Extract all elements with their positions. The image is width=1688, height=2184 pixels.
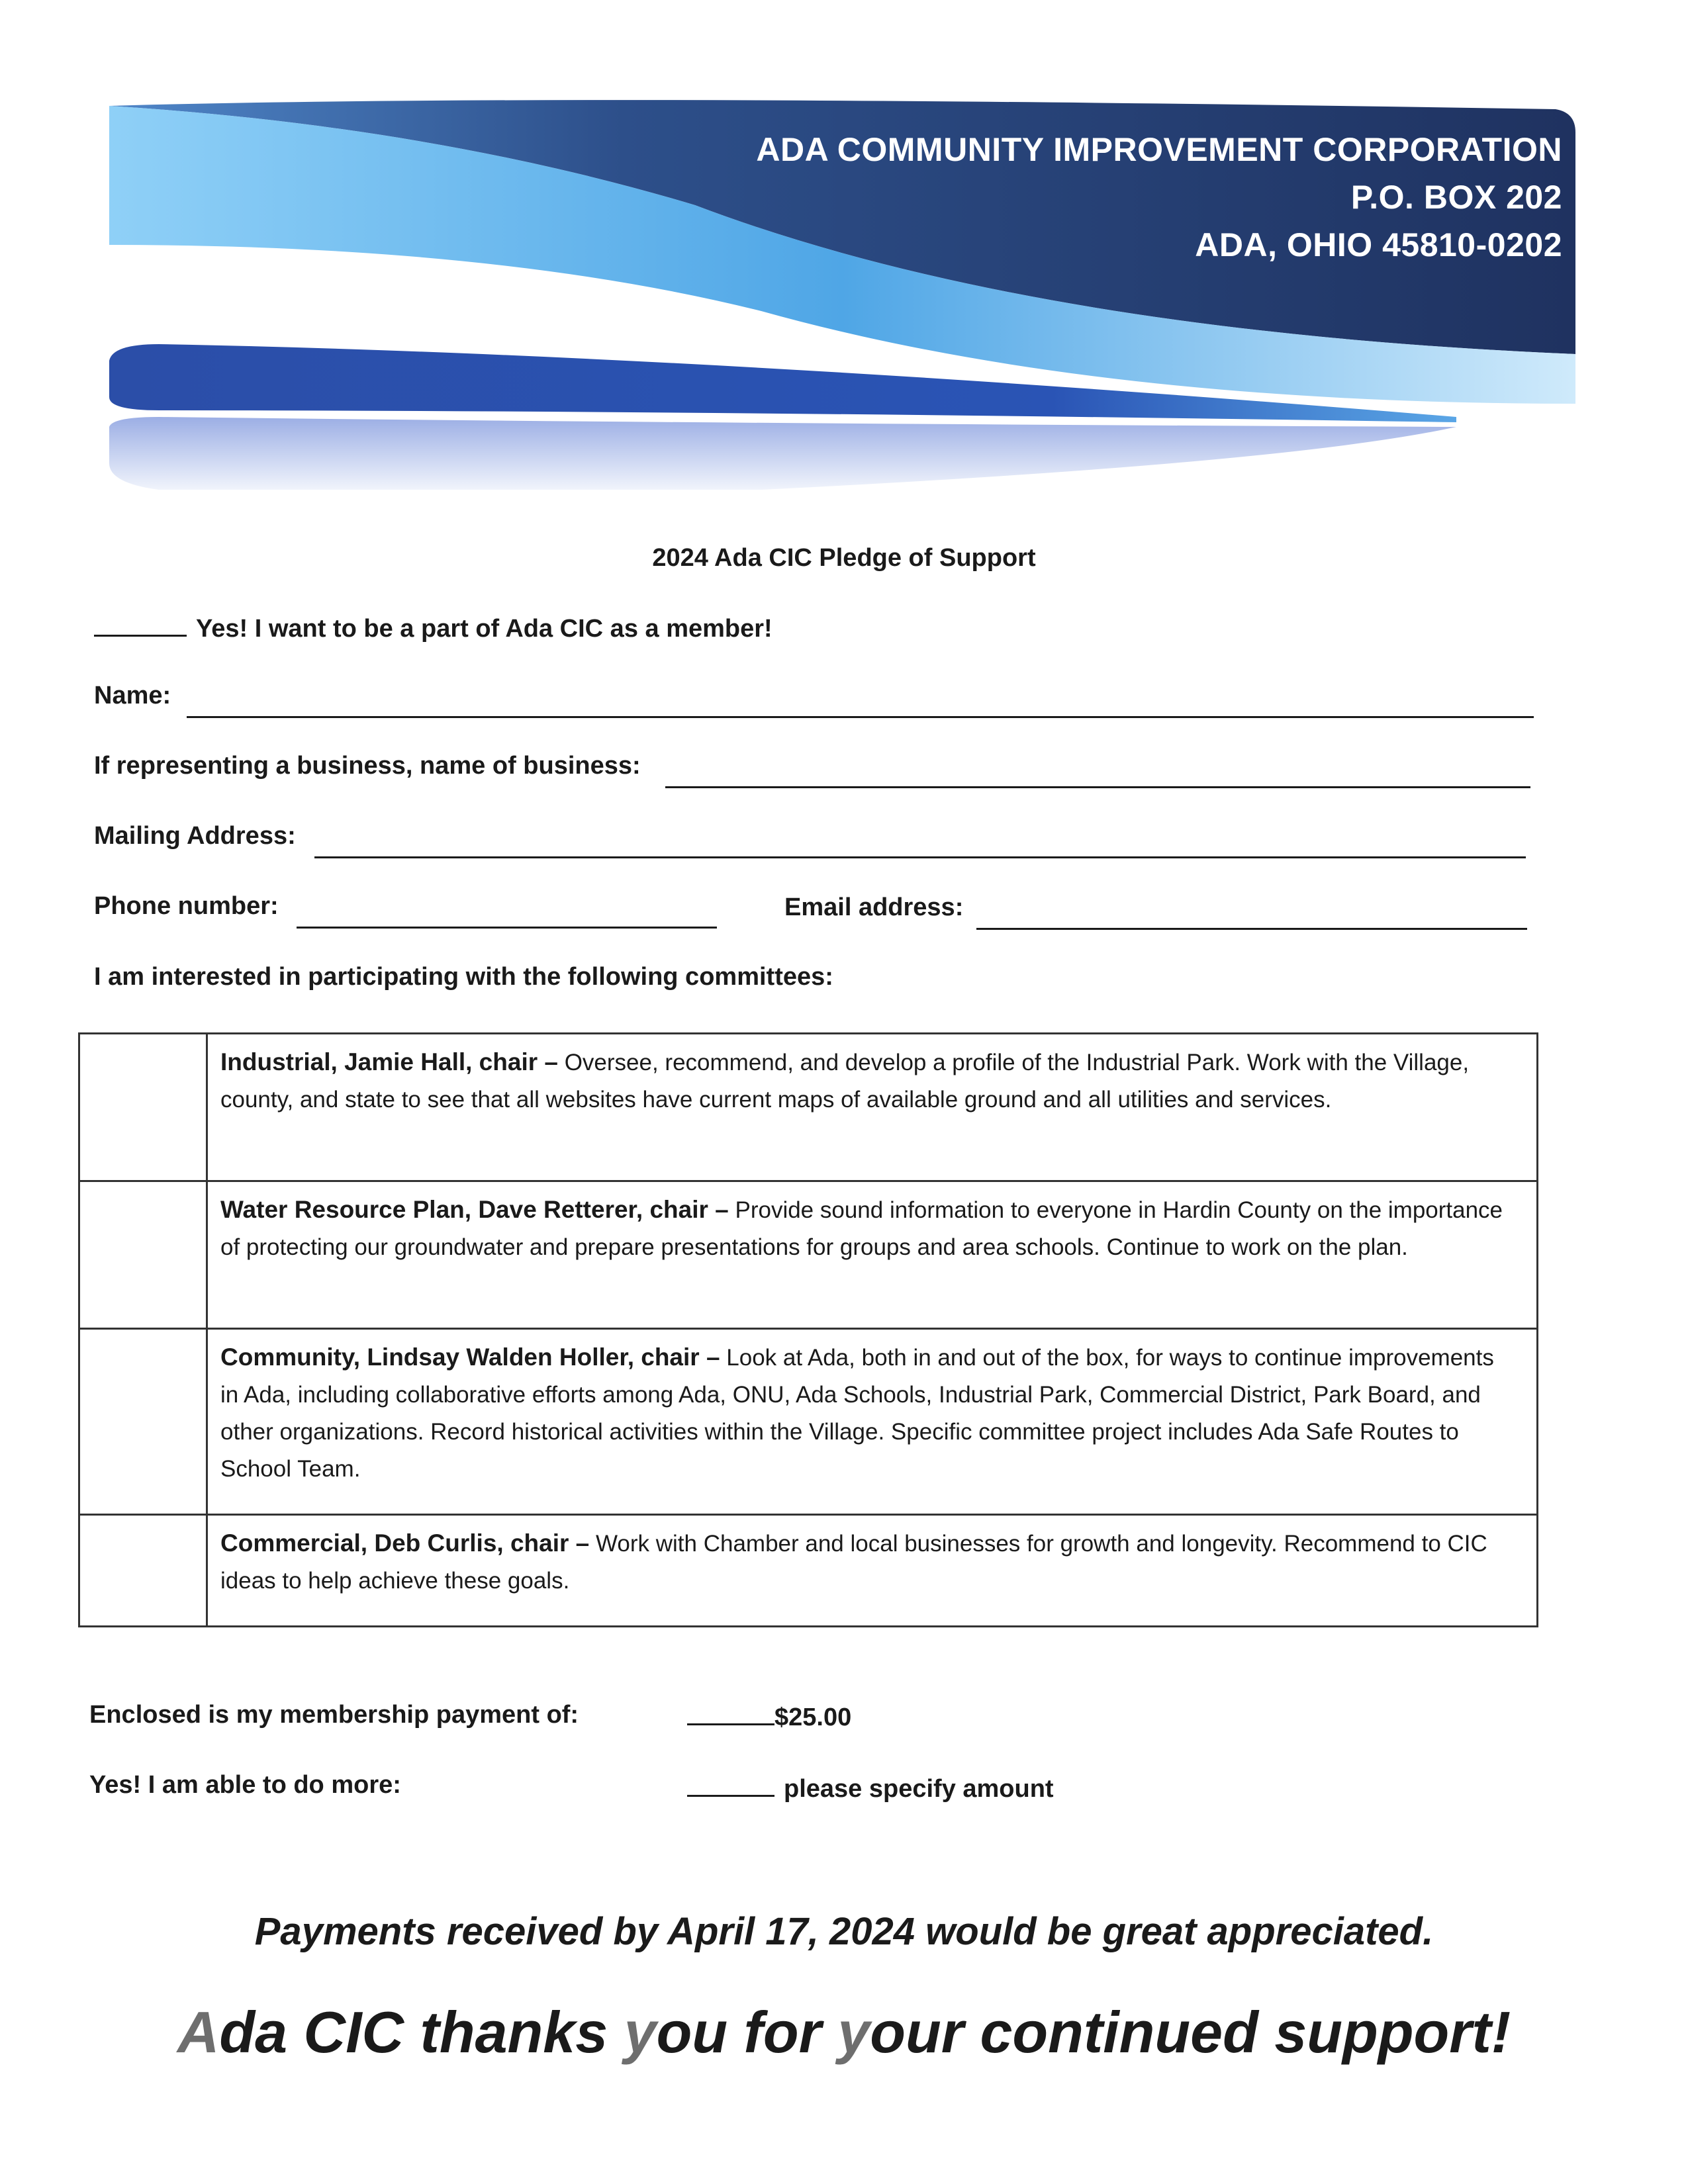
enclosed-row bbox=[687, 1701, 851, 1732]
committee-heading: Community, Lindsay Walden Holler, chair – bbox=[220, 1343, 720, 1371]
city-state-zip: ADA, OHIO 45810-0202 bbox=[1195, 226, 1562, 263]
committee-row-water bbox=[80, 1182, 1536, 1330]
committee-heading: Commercial, Deb Curlis, chair – bbox=[220, 1529, 590, 1557]
committee-text bbox=[220, 1191, 1510, 1266]
email-field[interactable] bbox=[976, 928, 1527, 930]
business-field[interactable] bbox=[665, 786, 1530, 788]
committee-description: Oversee, recommend, and develop a profile of the Industrial Park. Work with the Village, county, and state to see that all websites have current maps of available ground and all utilities and services. bbox=[220, 1050, 1470, 1113]
committee-checkbox-commercial[interactable] bbox=[80, 1516, 208, 1625]
committee-row-commercial bbox=[80, 1516, 1536, 1625]
member-check-blank[interactable] bbox=[94, 612, 187, 637]
committee-checkbox-water[interactable] bbox=[80, 1182, 208, 1328]
address-field[interactable] bbox=[314, 856, 1526, 858]
po-box: P.O. BOX 202 bbox=[1350, 179, 1562, 216]
business-label: If representing a business, name of business: bbox=[94, 752, 641, 780]
payment-deadline-note: Payments received by April 17, 2024 would be great appreciated. bbox=[254, 1910, 1434, 1953]
more-text: please specify amount bbox=[784, 1775, 1054, 1803]
form-title: 2024 Ada CIC Pledge of Support bbox=[652, 544, 1036, 572]
committee-text bbox=[220, 1044, 1510, 1118]
committee-description: Look at Ada, both in and out of the box, for ways to continue improvements in Ada, including collaborative efforts among Ada, ONU, Ada Schools, Industrial Park, Commercial District, Park Board, and other organizations. Record historical activities within the Village. Specific committee project includes Ada Safe Routes to School Team. bbox=[220, 1345, 1494, 1482]
committee-description: Work with Chamber and local businesses for growth and longevity. Recommend to CIC ideas to help achieve these goals. bbox=[220, 1531, 1487, 1594]
more-amount-blank[interactable] bbox=[687, 1772, 774, 1797]
enclosed-amount: $25.00 bbox=[774, 1704, 852, 1731]
thank-you-message bbox=[0, 1999, 1688, 2066]
member-line-text: Yes! I want to be a part of Ada CIC as a member! bbox=[196, 615, 773, 643]
name-field[interactable] bbox=[187, 716, 1534, 718]
thanks-part: da CIC thanks bbox=[219, 1999, 624, 2065]
phone-label: Phone number: bbox=[94, 892, 279, 920]
member-row bbox=[94, 612, 773, 643]
committee-row-industrial bbox=[80, 1034, 1536, 1182]
committee-checkbox-industrial[interactable] bbox=[80, 1034, 208, 1180]
committee-row-community bbox=[80, 1330, 1536, 1516]
committee-checkbox-community[interactable] bbox=[80, 1330, 208, 1514]
org-name: ADA COMMUNITY IMPROVEMENT CORPORATION bbox=[756, 131, 1562, 168]
committee-text bbox=[220, 1525, 1510, 1600]
more-label: Yes! I am able to do more: bbox=[89, 1771, 401, 1799]
committees-table bbox=[78, 1032, 1538, 1627]
committee-heading: Industrial, Jamie Hall, chair – bbox=[220, 1048, 558, 1075]
committees-intro: I am interested in participating with the following committees: bbox=[94, 963, 833, 991]
committee-text bbox=[220, 1339, 1510, 1488]
email-label: Email address: bbox=[784, 893, 964, 921]
thanks-part: ou for bbox=[656, 1999, 838, 2065]
thanks-part: y bbox=[624, 1999, 657, 2065]
phone-field[interactable] bbox=[297, 927, 717, 929]
committee-heading: Water Resource Plan, Dave Retterer, chair – bbox=[220, 1196, 729, 1223]
more-row bbox=[687, 1772, 1054, 1803]
thanks-part: our continued support! bbox=[870, 1999, 1511, 2065]
org-address-block bbox=[756, 126, 1562, 269]
thanks-part: A bbox=[177, 1999, 220, 2065]
enclosed-label: Enclosed is my membership payment of: bbox=[89, 1701, 579, 1729]
thanks-part: y bbox=[837, 1999, 870, 2065]
committee-description: Provide sound information to everyone in Hardin County on the importance of protecting our groundwater and prepare presentations for groups and area schools. Continue to work on the plan. bbox=[220, 1197, 1503, 1260]
name-label: Name: bbox=[94, 682, 171, 709]
enclosed-check-blank[interactable] bbox=[687, 1701, 774, 1725]
address-label: Mailing Address: bbox=[94, 822, 296, 850]
